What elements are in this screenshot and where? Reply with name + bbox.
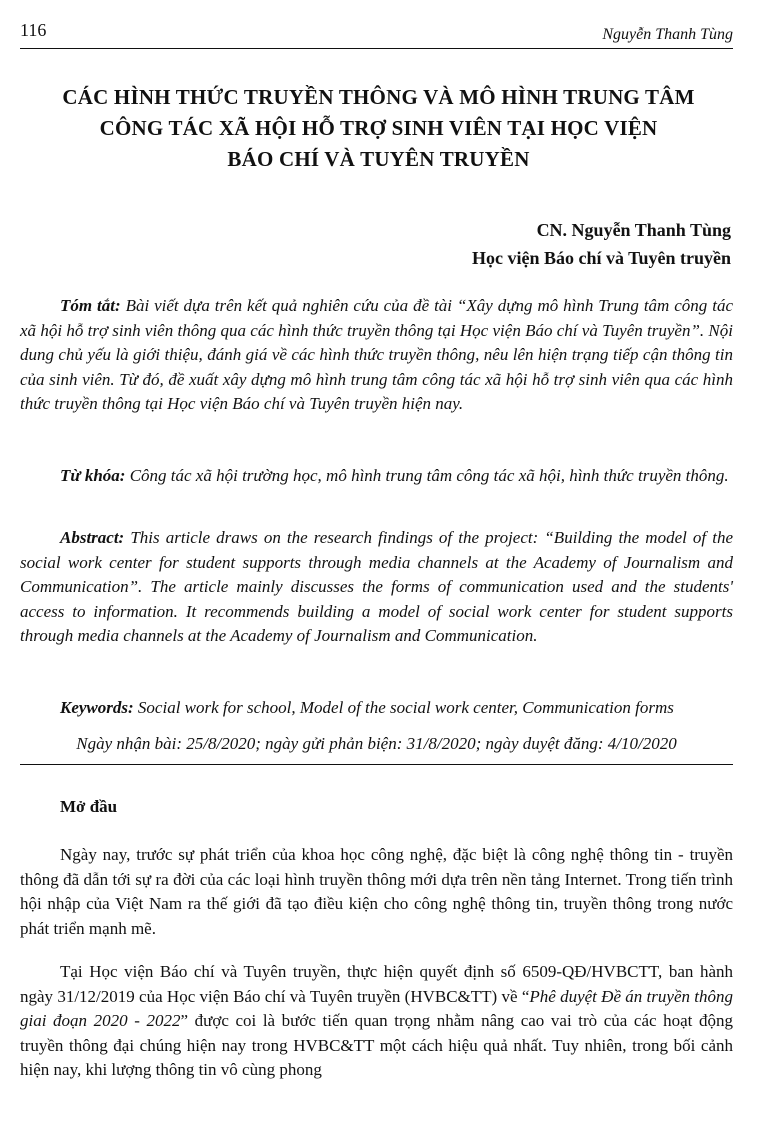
author-affiliation: Học viện Báo chí và Tuyên truyền [471, 248, 731, 268]
page-header [20, 18, 733, 49]
summary-text: Bài viết dựa trên kết quả nghiên cứu của đề tài “Xây dựng mô hình Trung tâm công tác xã hội hỗ trợ sinh viên thông qua các hình thức truyền thông tại Học viện Báo chí và Tuyên truyền”. Nội dung chủ yếu là giới thiệu, đánh giá về các hình thức truyền thông, nêu lên hiện trạng tiếp cận thông tin của sinh viên. Từ đó, đề xuất xây dựng mô hình trung tâm công tác xã hội hỗ trợ sinh viên qua các hình thức truyền thông tại Học viện Báo chí và Tuyên truyền hiện nay. [20, 296, 733, 414]
keywords-en-text: Social work for school, Model of the social work center, Communication forms [137, 698, 674, 717]
author-name: CN. Nguyễn Thanh Tùng [536, 220, 731, 240]
section-divider [20, 764, 733, 765]
keywords-en-block [20, 696, 733, 721]
intro-para2-text-a: Tại Học viện Báo chí và Tuyên truyền, thực hiện quyết định số 6509-QĐ/HVBCTT, ban hành ngày 31/12/2019 của Học viện Báo chí và Tuyên truyền (HVBC&TT) về “ [20, 962, 733, 1006]
keywords-vi-label: Từ khóa: [60, 466, 126, 485]
dates-text: Ngày nhận bài: 25/8/2020; ngày gửi phản biện: 31/8/2020; ngày duyệt đăng: 4/10/2020 [76, 734, 677, 753]
intro-para2-italic: Phê duyệt Đề án truyền thông giai đoạn 2020 - 2022 [20, 986, 733, 1030]
intro-heading: Mở đầu [60, 797, 118, 816]
abstract-text: This article draws on the research findings of the project: “Building the model of the social work center for student supports through media channels at the Academy of Journalism and Communication”. The article mainly discusses the forms of communication used and the students' access to information. It recommends building a model of social work center for student supports through media channels at the Academy of Journalism and Communication. [20, 528, 733, 646]
received-dates [20, 732, 733, 757]
keywords-en-label: Keywords: [60, 698, 134, 717]
page-number: 116 [20, 20, 47, 40]
title-line-2: CÔNG TÁC XÃ HỘI HỖ TRỢ SINH VIÊN TẠI HỌC VIỆN [99, 116, 658, 140]
title-line-3: BÁO CHÍ VÀ TUYÊN TRUYỀN [227, 147, 530, 171]
summary-label: Tóm tắt: [60, 296, 121, 315]
keywords-vi-text: Công tác xã hội trường học, mô hình trung tâm công tác xã hội, hình thức truyền thông. [129, 466, 729, 485]
keywords-vi-block [20, 464, 733, 489]
running-head: Nguyễn Thanh Tùng [602, 26, 733, 43]
intro-paragraph-2 [20, 960, 733, 1083]
intro-paragraph-1 [20, 843, 733, 941]
abstract-block [20, 526, 733, 649]
article-title [40, 82, 717, 175]
author-block [472, 216, 731, 272]
abstract-label: Abstract: [60, 528, 125, 547]
title-line-1: CÁC HÌNH THỨC TRUYỀN THÔNG VÀ MÔ HÌNH TRUNG TÂM [62, 85, 695, 109]
summary-block [20, 294, 733, 417]
intro-para1-text: Ngày nay, trước sự phát triển của khoa học công nghệ, đặc biệt là công nghệ thông tin - truyền thông đã dẫn tới sự ra đời của các loại hình truyền thông mới dựa trên nền tảng Internet. Trong tiến trình hội nhập của Việt Nam ra thế giới đã tạo điều kiện cho công nghệ thông tin, truyền thông trong nước phát triển mạnh mẽ. [20, 845, 733, 938]
intro-para2-text-b: ” được coi là bước tiến quan trọng nhằm nâng cao vai trò của các hoạt động truyền thông đại chúng hiện nay trong HVBC&TT một cách hiệu quả nhất. Tuy nhiên, trong bối cảnh hiện nay, khi lượng thông tin vô cùng phong [20, 1011, 734, 1079]
